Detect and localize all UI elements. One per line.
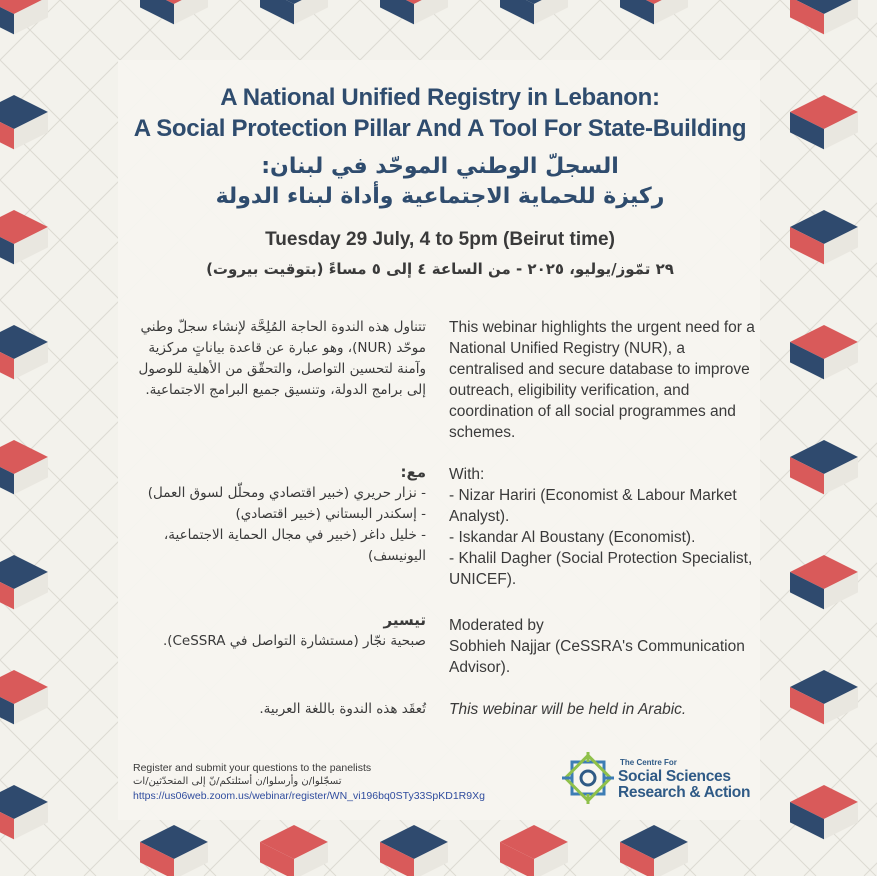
title-english-line-2: A Social Protection Pillar And A Tool For State-Building [133, 115, 747, 142]
cube-tile [0, 785, 48, 839]
cube-tile [790, 0, 858, 34]
register-text-english: Register and submit your questions to the panelists [133, 762, 372, 774]
logo-text-line-2: Research & Action [618, 784, 751, 801]
speaker-english: - Iskandar Al Boustany (Economist). [449, 529, 696, 546]
speaker-arabic: - إسكندر البستاني (خبير اقتصادي) [235, 506, 426, 522]
register-link[interactable]: https://us06web.zoom.us/webinar/register/WN_vi196bq0STy33SpKD1R9Xg [133, 790, 485, 802]
title-english-line-1: A National Unified Registry in Lebanon: [220, 84, 660, 111]
moderator-name-english: Sobhieh Najjar (CeSSRA's Communication Advisor). [449, 638, 745, 676]
geometric-star-logo-icon [560, 750, 616, 806]
cube-tile [620, 0, 688, 24]
speaker-english: - Khalil Dagher (Social Protection Specialist, UNICEF). [449, 550, 753, 588]
moderator-arabic [130, 610, 426, 652]
title-arabic-line-2: ركيزة للحماية الاجتماعية وأداة لبناء الدولة [215, 184, 665, 209]
cube-tile [500, 825, 568, 876]
cube-tile [790, 440, 858, 494]
cube-tile [0, 440, 48, 494]
moderated-heading-english: Moderated by [449, 617, 544, 634]
intro-english: This webinar highlights the urgent need for a National Unified Registry (NUR), a centralised and secure database to improve outreach, eligibility verification, and coordination of all social programmes and schemes. [449, 319, 755, 441]
cube-tile [790, 785, 858, 839]
cube-tile [140, 825, 208, 876]
speaker-arabic: - نزار حريري (خبير اقتصادي ومحلّل لسوق العمل) [147, 485, 426, 501]
title-english [130, 82, 750, 144]
cube-tile [380, 825, 448, 876]
cube-tile [620, 825, 688, 876]
cube-tile [0, 210, 48, 264]
intro-arabic: تتناول هذه الندوة الحاجة المُلِحَّة لإنشاء سجلّ وطني موحّد (NUR)، وهو عبارة عن قاعدة بياناتٍ مركزية وآمنة لتحسين التواصل، والتحقّق من الأهلية للوصول إلى برامج الدولة، وتنسيق جميع البرامج الاجتماعية. [138, 319, 426, 398]
cube-tile [790, 670, 858, 724]
title-arabic-line-1: السجلّ الوطني الموحّد في لبنان: [261, 154, 619, 179]
cube-tile [0, 0, 48, 34]
moderator-english [449, 615, 761, 678]
speakers-english [449, 464, 761, 590]
cube-tile [260, 0, 328, 24]
with-heading-arabic: مع: [400, 463, 426, 481]
cube-tile [0, 670, 48, 724]
logo-text-line-1: Social Sciences [618, 768, 731, 785]
moderated-heading-arabic: تيسير [383, 611, 426, 629]
cube-tile [0, 555, 48, 609]
speaker-english: - Nizar Hariri (Economist & Labour Market Analyst). [449, 487, 737, 525]
cube-tile [140, 0, 208, 24]
with-heading-english: With: [449, 466, 485, 483]
cessra-logo [560, 750, 760, 806]
cube-tile [790, 555, 858, 609]
cube-tile [0, 95, 48, 149]
cube-tile [790, 325, 858, 379]
speaker-arabic: - خليل داغر (خبير في مجال الحماية الاجتماعية، اليونيسف) [163, 527, 426, 564]
cube-tile [260, 825, 328, 876]
registration-block [133, 761, 553, 803]
moderator-name-arabic: صبحية نجّار (مستشارة التواصل في CeSSRA). [162, 633, 426, 649]
title-arabic [130, 152, 750, 212]
language-note-english: This webinar will be held in Arabic. [449, 701, 687, 718]
cube-tile [500, 0, 568, 24]
cube-tile [790, 210, 858, 264]
date-arabic: ٢٩ تمّوز/يوليو، ٢٠٢٥ - من الساعة ٤ إلى ٥ مساءً (بتوقيت بيروت) [206, 260, 674, 278]
date-english: Tuesday 29 July, 4 to 5pm (Beirut time) [265, 229, 615, 250]
cube-tile [380, 0, 448, 24]
logo-text-small: The Centre For [620, 758, 677, 767]
register-text-arabic: تسجّلوا/ن وأرسلوا/ن أسئلتكم/نّ إلى المتحدّثين/ات [133, 776, 342, 787]
cube-tile [0, 325, 48, 379]
cube-tile [790, 95, 858, 149]
language-note-arabic: تُعقَد هذه الندوة باللغة العربية. [259, 701, 426, 717]
speakers-arabic [130, 462, 426, 567]
